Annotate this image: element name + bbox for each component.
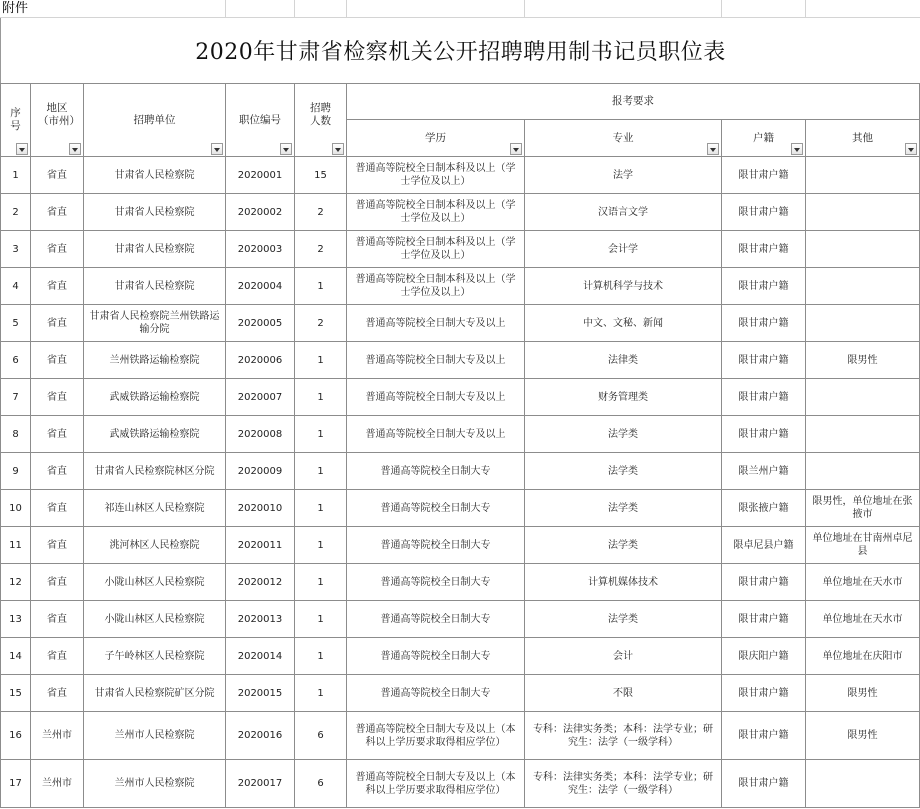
cell-code[interactable]: 2020010 [226, 490, 295, 527]
cell-code[interactable]: 2020016 [226, 712, 295, 760]
cell-region[interactable]: 省直 [31, 268, 84, 305]
cell-code[interactable]: 2020014 [226, 638, 295, 675]
cell-other[interactable] [806, 760, 920, 808]
table-row [1, 490, 920, 527]
cell-unit[interactable]: 祁连山林区人民检察院 [84, 490, 226, 527]
header-other-label: 其他 [852, 131, 873, 144]
table-row [1, 157, 920, 194]
cell-region[interactable]: 省直 [31, 490, 84, 527]
cell-household[interactable]: 限甘肃户籍 [722, 342, 806, 379]
cell-education[interactable]: 普通高等院校全日制大专 [347, 453, 525, 490]
cell-code[interactable]: 2020012 [226, 564, 295, 601]
cell-other[interactable]: 限男性，单位地址在张掖市 [806, 490, 920, 527]
cell-count[interactable]: 6 [295, 712, 347, 760]
cell-count[interactable]: 1 [295, 268, 347, 305]
header-requirements[interactable]: 报考要求 [347, 84, 920, 120]
cell-major[interactable]: 法律类 [525, 342, 722, 379]
header-count-label: 招聘人数 [310, 102, 331, 127]
cell-education[interactable]: 普通高等院校全日制本科及以上（学士学位及以上） [347, 231, 525, 268]
cell-unit[interactable]: 甘肃省人民检察院 [84, 157, 226, 194]
table-row [1, 601, 920, 638]
cell-household[interactable]: 限甘肃户籍 [722, 268, 806, 305]
cell-region[interactable]: 省直 [31, 527, 84, 564]
cell-other[interactable] [806, 157, 920, 194]
cell-other[interactable] [806, 268, 920, 305]
header-other[interactable] [806, 120, 920, 157]
table-row [1, 675, 920, 712]
table-row [1, 712, 920, 760]
cell-major[interactable]: 法学 [525, 157, 722, 194]
cell-household[interactable]: 限兰州户籍 [722, 453, 806, 490]
table-row [1, 305, 920, 342]
table-row [1, 453, 920, 490]
cell-education[interactable]: 普通高等院校全日制大专 [347, 490, 525, 527]
header-education[interactable] [347, 120, 525, 157]
cell-unit[interactable]: 洮河林区人民检察院 [84, 527, 226, 564]
cell-other[interactable]: 限男性 [806, 675, 920, 712]
filter-dropdown-icon[interactable] [707, 143, 719, 155]
header-major[interactable] [525, 120, 722, 157]
cell-region[interactable]: 兰州市 [31, 760, 84, 808]
cell-household[interactable]: 限甘肃户籍 [722, 760, 806, 808]
table-row [1, 194, 920, 231]
cell-region[interactable]: 省直 [31, 194, 84, 231]
grid-cell[interactable] [83, 0, 225, 18]
top-grid-row [0, 0, 920, 18]
cell-count[interactable]: 1 [295, 675, 347, 712]
cell-other[interactable]: 单位地址在甘南州卓尼县 [806, 527, 920, 564]
table-row [1, 760, 920, 808]
cell-seq[interactable]: 14 [1, 638, 31, 675]
cell-region[interactable]: 省直 [31, 601, 84, 638]
cell-region[interactable]: 省直 [31, 379, 84, 416]
cell-unit[interactable]: 兰州市人民检察院 [84, 712, 226, 760]
cell-other[interactable]: 限男性 [806, 342, 920, 379]
cell-code[interactable]: 2020003 [226, 231, 295, 268]
cell-unit[interactable]: 甘肃省人民检察院林区分院 [84, 453, 226, 490]
filter-dropdown-icon[interactable] [16, 143, 28, 155]
positions-table [0, 83, 920, 808]
cell-major[interactable]: 法学类 [525, 601, 722, 638]
table-row [1, 231, 920, 268]
cell-code[interactable]: 2020002 [226, 194, 295, 231]
table-row [1, 638, 920, 675]
cell-code[interactable]: 2020005 [226, 305, 295, 342]
cell-education[interactable]: 普通高等院校全日制大专及以上 [347, 342, 525, 379]
cell-household[interactable]: 限甘肃户籍 [722, 416, 806, 453]
cell-code[interactable]: 2020017 [226, 760, 295, 808]
cell-count[interactable]: 1 [295, 342, 347, 379]
grid-cell[interactable] [294, 0, 346, 18]
cell-unit[interactable]: 子午岭林区人民检察院 [84, 638, 226, 675]
cell-major[interactable]: 汉语言文学 [525, 194, 722, 231]
cell-seq[interactable]: 5 [1, 305, 31, 342]
cell-household[interactable]: 限甘肃户籍 [722, 194, 806, 231]
filter-dropdown-icon[interactable] [791, 143, 803, 155]
cell-region[interactable]: 省直 [31, 416, 84, 453]
filter-dropdown-icon[interactable] [211, 143, 223, 155]
cell-seq[interactable]: 17 [1, 760, 31, 808]
cell-seq[interactable]: 13 [1, 601, 31, 638]
header-seq[interactable] [1, 84, 31, 157]
cell-education[interactable]: 普通高等院校全日制大专 [347, 638, 525, 675]
cell-unit[interactable]: 武威铁路运输检察院 [84, 416, 226, 453]
cell-code[interactable]: 2020009 [226, 453, 295, 490]
header-unit[interactable] [84, 84, 226, 157]
cell-unit[interactable]: 甘肃省人民检察院 [84, 268, 226, 305]
cell-unit[interactable]: 甘肃省人民检察院 [84, 231, 226, 268]
header-education-label: 学历 [425, 131, 446, 144]
cell-other[interactable]: 限男性 [806, 712, 920, 760]
cell-code[interactable]: 2020006 [226, 342, 295, 379]
cell-major[interactable]: 会计 [525, 638, 722, 675]
cell-education[interactable]: 普通高等院校全日制大专 [347, 601, 525, 638]
cell-major[interactable]: 法学类 [525, 490, 722, 527]
header-household-label: 户籍 [753, 131, 774, 144]
cell-region[interactable]: 兰州市 [31, 712, 84, 760]
cell-code[interactable]: 2020001 [226, 157, 295, 194]
header-major-label: 专业 [612, 131, 634, 144]
table-row [1, 527, 920, 564]
cell-region[interactable]: 省直 [31, 675, 84, 712]
cell-seq[interactable]: 8 [1, 416, 31, 453]
header-household[interactable] [722, 120, 806, 157]
table-title[interactable]: 2020年甘肃省检察机关公开招聘聘用制书记员职位表 [0, 18, 920, 83]
cell-seq[interactable]: 4 [1, 268, 31, 305]
cell-unit[interactable]: 兰州铁路运输检察院 [84, 342, 226, 379]
cell-unit[interactable]: 武威铁路运输检察院 [84, 379, 226, 416]
cell-count[interactable]: 1 [295, 601, 347, 638]
filter-dropdown-icon[interactable] [69, 143, 81, 155]
filter-dropdown-icon[interactable] [510, 143, 522, 155]
cell-unit[interactable]: 小陇山林区人民检察院 [84, 601, 226, 638]
attachment-label[interactable]: 附件 [0, 0, 83, 18]
filter-dropdown-icon[interactable] [905, 143, 917, 155]
cell-household[interactable]: 限甘肃户籍 [722, 379, 806, 416]
cell-major[interactable]: 财务管理类 [525, 379, 722, 416]
cell-household[interactable]: 限卓尼县户籍 [722, 527, 806, 564]
header-seq-label: 序号 [10, 107, 21, 132]
cell-other[interactable]: 单位地址在天水市 [806, 601, 920, 638]
cell-education[interactable]: 普通高等院校全日制本科及以上（学士学位及以上） [347, 194, 525, 231]
cell-education[interactable]: 普通高等院校全日制本科及以上（学士学位及以上） [347, 268, 525, 305]
cell-major[interactable]: 专科：法律实务类；本科：法学专业；研究生：法学（一级学科） [525, 712, 722, 760]
cell-household[interactable]: 限甘肃户籍 [722, 601, 806, 638]
cell-education[interactable]: 普通高等院校全日制大专及以上 [347, 379, 525, 416]
header-count[interactable] [295, 84, 347, 157]
cell-other[interactable] [806, 379, 920, 416]
cell-major[interactable]: 专科：法律实务类；本科：法学专业；研究生：法学（一级学科） [525, 760, 722, 808]
cell-unit[interactable]: 兰州市人民检察院 [84, 760, 226, 808]
cell-count[interactable]: 1 [295, 564, 347, 601]
cell-major[interactable]: 计算机科学与技术 [525, 268, 722, 305]
cell-major[interactable]: 法学类 [525, 416, 722, 453]
cell-major[interactable]: 计算机媒体技术 [525, 564, 722, 601]
cell-seq[interactable]: 11 [1, 527, 31, 564]
cell-unit[interactable]: 甘肃省人民检察院兰州铁路运输分院 [84, 305, 226, 342]
cell-region[interactable]: 省直 [31, 564, 84, 601]
cell-other[interactable]: 单位地址在天水市 [806, 564, 920, 601]
cell-region[interactable]: 省直 [31, 157, 84, 194]
cell-region[interactable]: 省直 [31, 305, 84, 342]
cell-seq[interactable]: 1 [1, 157, 31, 194]
cell-household[interactable]: 限甘肃户籍 [722, 157, 806, 194]
cell-unit[interactable]: 甘肃省人民检察院矿区分院 [84, 675, 226, 712]
cell-household[interactable]: 限张掖户籍 [722, 490, 806, 527]
grid-cell[interactable] [721, 0, 805, 18]
cell-count[interactable]: 1 [295, 379, 347, 416]
cell-count[interactable]: 6 [295, 760, 347, 808]
header-region-label: 地区（市州） [38, 102, 80, 127]
cell-count[interactable]: 2 [295, 231, 347, 268]
cell-household[interactable]: 限甘肃户籍 [722, 675, 806, 712]
cell-seq[interactable]: 15 [1, 675, 31, 712]
cell-major[interactable]: 不限 [525, 675, 722, 712]
cell-household[interactable]: 限甘肃户籍 [722, 305, 806, 342]
cell-major[interactable]: 会计学 [525, 231, 722, 268]
table-row [1, 564, 920, 601]
cell-code[interactable]: 2020011 [226, 527, 295, 564]
cell-other[interactable]: 单位地址在庆阳市 [806, 638, 920, 675]
cell-code[interactable]: 2020015 [226, 675, 295, 712]
cell-household[interactable]: 限甘肃户籍 [722, 231, 806, 268]
cell-code[interactable]: 2020004 [226, 268, 295, 305]
cell-seq[interactable]: 6 [1, 342, 31, 379]
cell-seq[interactable]: 16 [1, 712, 31, 760]
cell-count[interactable]: 1 [295, 638, 347, 675]
cell-other[interactable] [806, 453, 920, 490]
cell-count[interactable]: 15 [295, 157, 347, 194]
header-code-label: 职位编号 [239, 113, 281, 126]
cell-education[interactable]: 普通高等院校全日制大专 [347, 527, 525, 564]
cell-seq[interactable]: 12 [1, 564, 31, 601]
cell-unit[interactable]: 小陇山林区人民检察院 [84, 564, 226, 601]
table-row [1, 342, 920, 379]
table-row [1, 416, 920, 453]
cell-education[interactable]: 普通高等院校全日制大专 [347, 675, 525, 712]
cell-seq[interactable]: 10 [1, 490, 31, 527]
table-row [1, 268, 920, 305]
filter-dropdown-icon[interactable] [280, 143, 292, 155]
cell-count[interactable]: 1 [295, 416, 347, 453]
cell-education[interactable]: 普通高等院校全日制大专及以上（本科以上学历要求取得相应学位） [347, 712, 525, 760]
cell-household[interactable]: 限庆阳户籍 [722, 638, 806, 675]
cell-major[interactable]: 法学类 [525, 453, 722, 490]
grid-cell[interactable] [524, 0, 721, 18]
cell-code[interactable]: 2020013 [226, 601, 295, 638]
cell-count[interactable]: 2 [295, 305, 347, 342]
cell-education[interactable]: 普通高等院校全日制大专及以上 [347, 305, 525, 342]
cell-count[interactable]: 2 [295, 194, 347, 231]
table-row [1, 379, 920, 416]
grid-cell[interactable] [346, 0, 524, 18]
cell-major[interactable]: 中文、文秘、新闻 [525, 305, 722, 342]
cell-region[interactable]: 省直 [31, 342, 84, 379]
header-unit-label: 招聘单位 [133, 113, 176, 126]
header-code[interactable] [226, 84, 295, 157]
cell-region[interactable]: 省直 [31, 638, 84, 675]
cell-count[interactable]: 1 [295, 527, 347, 564]
cell-seq[interactable]: 7 [1, 379, 31, 416]
filter-dropdown-icon[interactable] [332, 143, 344, 155]
cell-education[interactable]: 普通高等院校全日制大专及以上 [347, 416, 525, 453]
cell-count[interactable]: 1 [295, 490, 347, 527]
cell-household[interactable]: 限甘肃户籍 [722, 564, 806, 601]
grid-cell[interactable] [805, 0, 920, 18]
cell-education[interactable]: 普通高等院校全日制本科及以上（学士学位及以上） [347, 157, 525, 194]
cell-education[interactable]: 普通高等院校全日制大专 [347, 564, 525, 601]
grid-cell[interactable] [225, 0, 294, 18]
cell-other[interactable] [806, 305, 920, 342]
cell-other[interactable] [806, 416, 920, 453]
cell-code[interactable]: 2020008 [226, 416, 295, 453]
cell-region[interactable]: 省直 [31, 453, 84, 490]
cell-other[interactable] [806, 194, 920, 231]
cell-major[interactable]: 法学类 [525, 527, 722, 564]
cell-seq[interactable]: 3 [1, 231, 31, 268]
header-region[interactable] [31, 84, 84, 157]
cell-other[interactable] [806, 231, 920, 268]
cell-region[interactable]: 省直 [31, 231, 84, 268]
cell-household[interactable]: 限甘肃户籍 [722, 712, 806, 760]
cell-education[interactable]: 普通高等院校全日制大专及以上（本科以上学历要求取得相应学位） [347, 760, 525, 808]
cell-code[interactable]: 2020007 [226, 379, 295, 416]
cell-seq[interactable]: 2 [1, 194, 31, 231]
cell-count[interactable]: 1 [295, 453, 347, 490]
cell-unit[interactable]: 甘肃省人民检察院 [84, 194, 226, 231]
cell-seq[interactable]: 9 [1, 453, 31, 490]
